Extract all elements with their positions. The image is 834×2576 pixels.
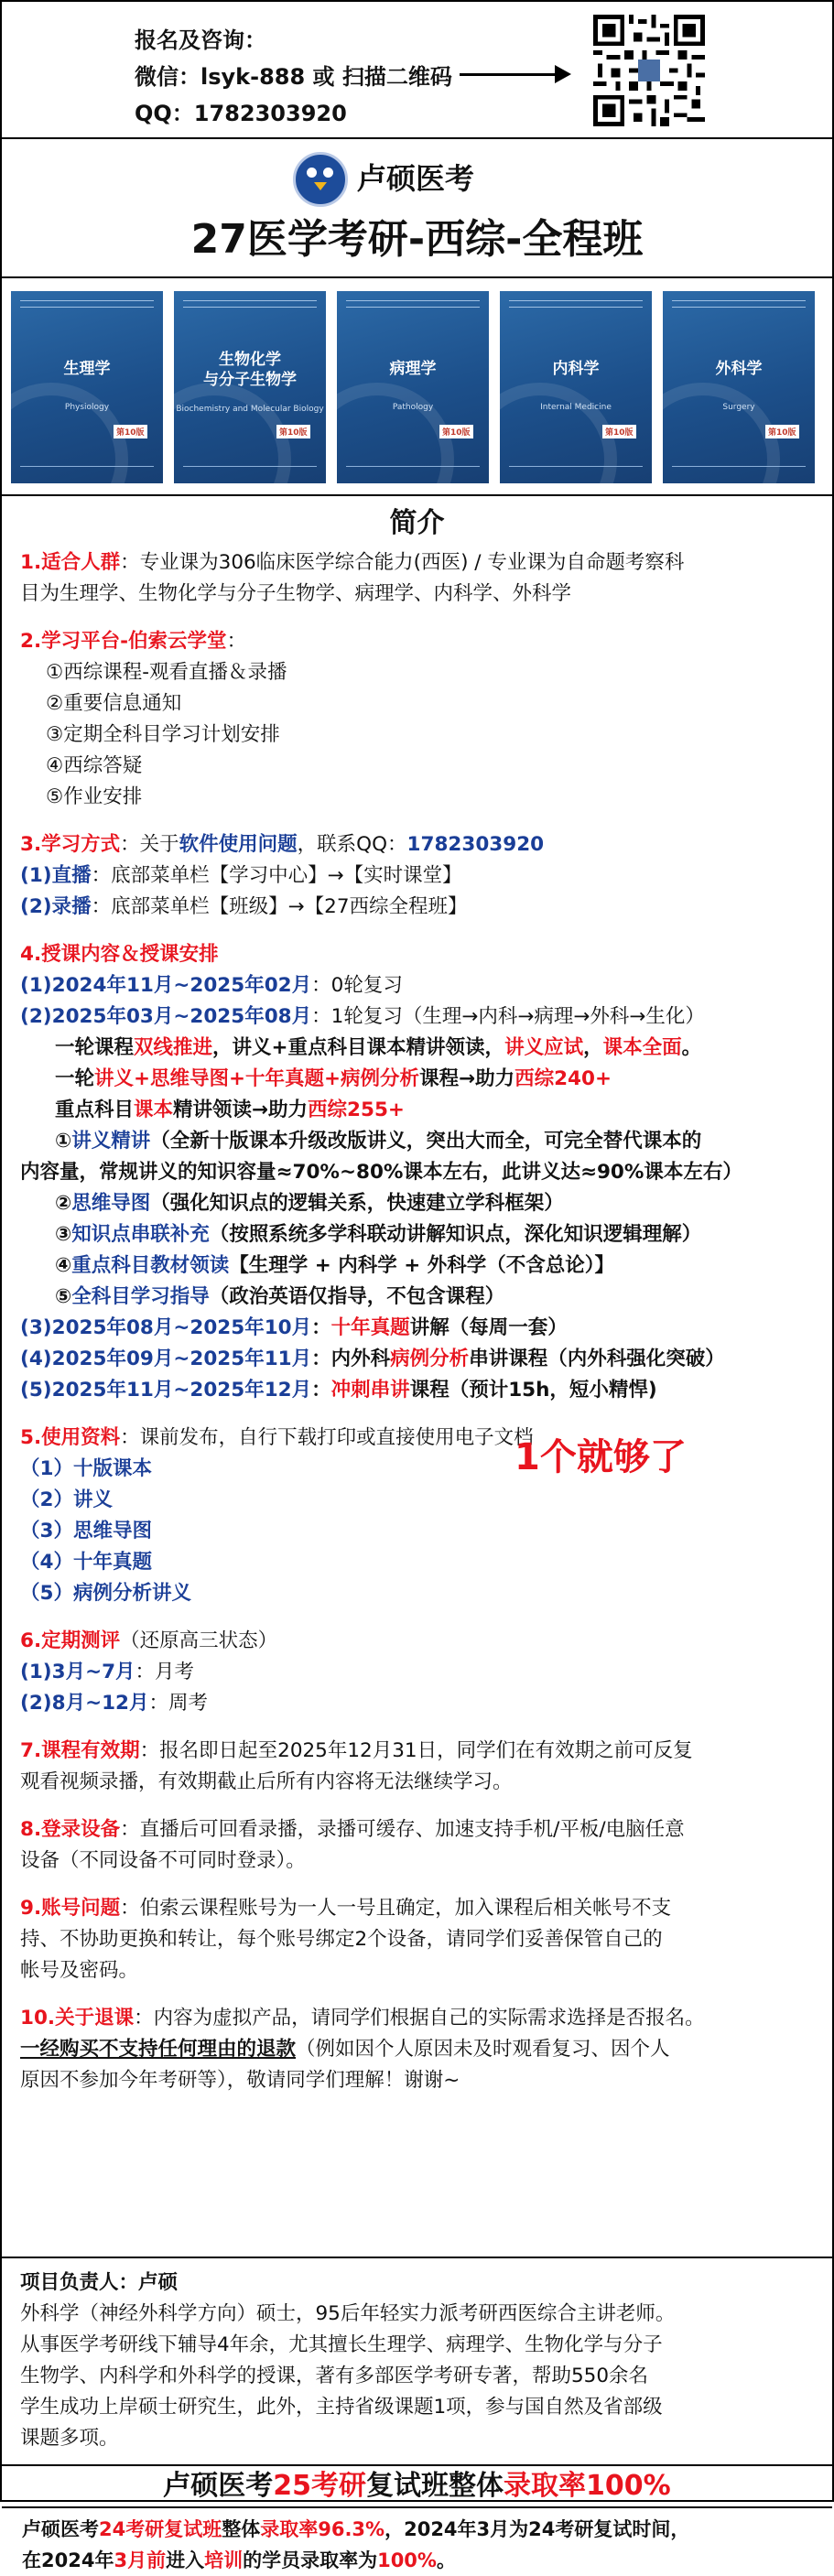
book-cover-pathology [337,291,489,483]
s6-label: 6.定期测评 [20,1629,121,1652]
s8-section: 8.登录设备：直播后可回看录播，录播可缓存、加速支持手机/平板/电脑任意 设备（不同设备不可同时登录）。 [20,1818,685,1872]
edition-badge: 第10版 [439,425,473,438]
s1-text: ：专业课为306临床医学综合能力(西医) / 专业课为自命题考察科 [120,551,685,574]
list-item: ①西综课程-观看直播＆录播 [46,661,287,684]
course-title: 27医学考研-西综-全程班 [2,203,832,278]
live-instructions: ：底部菜单栏【学习中心】→【实时课堂】 [91,864,462,887]
book-subtitle: Physiology [64,403,110,412]
list-item: ②重要信息通知 [46,692,182,715]
book-title: 生理学 [63,360,111,378]
arrow-right-icon [460,73,568,76]
qq-line: QQ：1782303920 [135,101,347,126]
s6-section: 6.定期测评（还原高三状态） (1)3月~7月：月考 (2)8月~12月：周考 [20,1629,278,1715]
promo-slogan: 1个就够了 [514,1436,687,1478]
s9-label: 9.账号问题 [20,1897,121,1920]
book-subtitle: Surgery [722,403,755,412]
s7-label: 7.课程有效期 [20,1739,140,1762]
lead-title: 项目负责人：卢硕 [20,2271,179,2294]
s10-label: 10.关于退课 [20,2007,135,2029]
qr-code-icon[interactable] [593,15,705,126]
s3-label: 3.学习方式 [20,833,121,856]
book-title: 内科学 [552,360,600,378]
edition-badge: 第10版 [765,425,799,438]
book-cover-surgery [663,291,815,483]
s1-line2: 目为生理学、生物化学与分子生物学、病理学、内科学、外科学 [20,582,572,605]
s1-label: 1.适合人群 [20,551,121,574]
brand-name: 卢硕医考 [357,161,475,196]
book-title: 病理学 [389,360,437,378]
intro-section [2,496,832,2258]
list-item: （1）十版课本 [20,1457,152,1480]
s1-line [20,547,814,579]
s5-section: 5.使用资料：课前发布，自行下载打印或直接使用电子文档 （1）十版课本 （2）讲义 （3）思维导图 （4）十年真题 （5）病例分析讲义 [20,1423,814,1609]
admission-rate-details: 卢硕医考24考研复试班整体录取率96.3%，2024年3月为24考研复试时间， 在2024年3月前进入培训的学员录取率为100%。 [22,2518,690,2571]
book-subtitle: Biochemistry and Molecular Biology [176,405,324,414]
book-cover-physiology [11,291,163,483]
s4-section: 4.授课内容＆授课安排 (1)2024年11月~2025年02月：0轮复习 (2)2025年03月~2025年08月：1轮复习（生理→内科→病理→外科→生化） 一轮课程双线推进，讲义+重点科目课本精讲领读，讲义应试，课本全面。 一轮讲义+思维导图+十年真题+病例分析课程→助力西综240+ 重点科目课本精讲领读→助力西综255+ ①讲义精讲（全新十版课本升级改版讲义，突出大而全，可完全替代课本的 内容量，常规讲义的知识容量≈70%~80%课本左右，此讲义达≈90%课本左右） ②思维导图（强化知识点的逻辑关系，快速建立学科框架） ③知识点串联补充（按照系统多学科联动讲解知识点，深化知识逻辑理解） ④重点科目教材领读【生理学 + 内科学 + 外科学（不含总论）】 ⑤全科目学习指导（政治英语仅指导，不包含课程） (3)2025年08月~2025年10月：十年真题讲解（每周一套） (4)2025年09月~2025年11月：内外科病例分析串讲课程（内外科强化突破） (5)2025年11月~2025年12月：冲刺串讲课程（预计15h，短小精悍) [20,943,742,1402]
wechat-line: 微信：lsyk-888 或 扫描二维码 [135,64,452,90]
book-cover-biochemistry [174,291,326,483]
textbook-row [2,278,832,496]
s5-label: 5.使用资料 [20,1426,121,1449]
qq-number: 1782303920 [406,833,545,856]
replay-instructions: ：底部菜单栏【班级】→【27西综全程班】 [91,895,468,918]
s10-section: 10.关于退课：内容为虚拟产品，请同学们根据自己的实际需求选择是否报名。 一经购买不支持任何理由的退款（例如因个人原因未及时观看复习、因个人 原因不参加今年考研等），敬请同学们理解！谢谢~ [20,2007,705,2092]
edition-badge: 第10版 [276,425,310,438]
s9-section: 9.账号问题：伯索云课程账号为一人一号且确定，加入课程后相关帐号不支 持、不协助更换和转让，每个账号绑定2个设备，请同学们妥善保管自己的 帐号及密码。 [20,1897,672,1982]
edition-badge: 第10版 [114,425,147,438]
contact-heading: 报名及咨询： [135,27,266,53]
list-item: （5）病例分析讲义 [20,1582,191,1605]
s8-label: 8.登录设备 [20,1818,121,1841]
admission-rate-banner: 卢硕医考25考研复试班整体录取率100% [2,2466,832,2508]
s2-label: 2.学习平台-伯索云学堂 [20,630,227,653]
s4-label: 4.授课内容＆授课安排 [20,943,219,966]
list-item: （2）讲义 [20,1488,113,1511]
s7-section: 7.课程有效期：报名即日起至2025年12月31日，同学们在有效期之前可反复 观看视频录播，有效期截止后所有内容将无法继续学习。 [20,1739,693,1793]
s3-section: 3.学习方式：关于软件使用问题，联系QQ：1782303920 (1)直播：底部菜单栏【学习中心】→【实时课堂】 (2)录播：底部菜单栏【班级】→【27西综全程班】 [20,833,545,918]
s2-section: 2.学习平台-伯索云学堂： ①西综课程-观看直播＆录播 ②重要信息通知 ③定期全科目学习计划安排 ④西综答疑 ⑤作业安排 [20,626,814,813]
book-subtitle: Internal Medicine [540,403,612,412]
intro-heading: 简介 [389,507,445,539]
list-item: ⑤作业安排 [46,785,143,808]
no-refund-policy: 一经购买不支持任何理由的退款 [20,2038,297,2061]
list-item: （4）十年真题 [20,1551,152,1574]
book-title: 生物化学 与分子生物学 [203,351,297,389]
book-title: 外科学 [715,360,763,378]
list-item: ③定期全科目学习计划安排 [46,723,280,746]
lead-teacher-section: 项目负责人：卢硕 外科学（神经外科学方向）硕士，95后年轻实力派考研西医综合主讲老师。 从事医学考研线下辅导4年余，尤其擅长生理学、病理学、生物化学与分子 生物学、内科学和外科学的授课，著有多部医学考研专著，帮助550余名 学生成功上岸硕士研究生，此外，主持省级课题1项，参与国自然及省部级 课题多项。 [2,2258,832,2466]
owl-logo-icon [293,152,348,207]
brand-row [2,139,832,203]
edition-badge: 第10版 [602,425,636,438]
book-cover-internal-medicine [500,291,652,483]
contact-section [2,2,832,139]
book-subtitle: Pathology [392,403,434,412]
list-item: （3）思维导图 [20,1520,152,1542]
list-item: ④西综答疑 [46,754,143,777]
